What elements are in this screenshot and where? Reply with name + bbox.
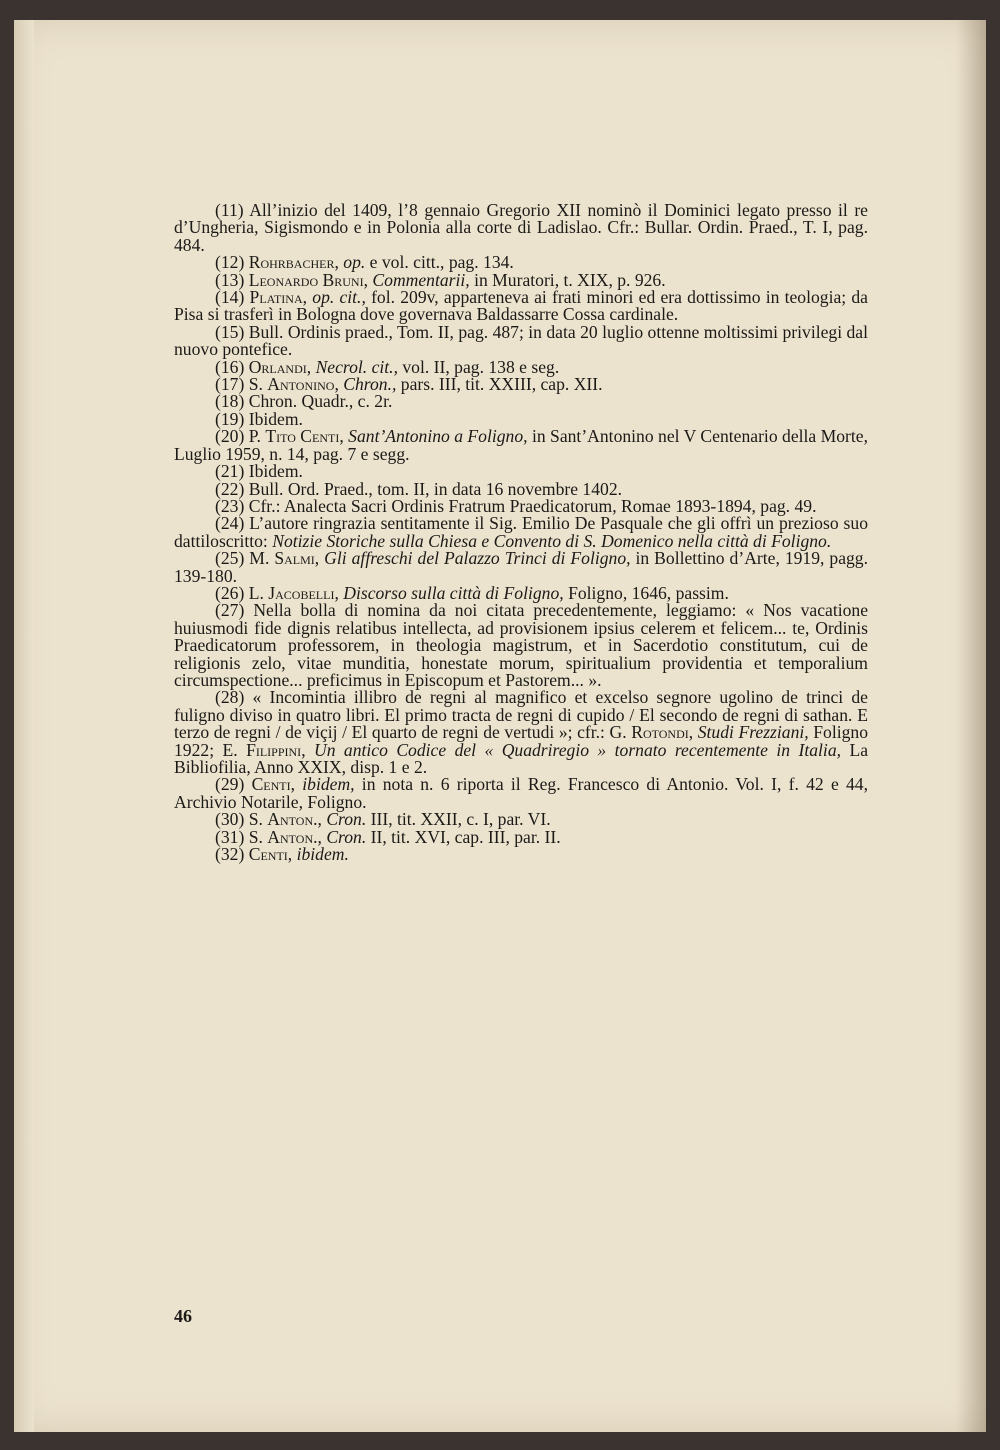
footnote-text: Centi bbox=[248, 844, 288, 865]
footnote-text: op. cit., bbox=[312, 287, 366, 308]
footnote-text: , bbox=[290, 774, 303, 795]
footnote-text: e vol. citt., pag. 134. bbox=[365, 252, 514, 273]
footnote-text: Discorso sulla città di Foligno, bbox=[343, 582, 564, 603]
footnote-text: , bbox=[334, 374, 344, 395]
footnote-text: Foligno 1922; E. bbox=[174, 722, 869, 760]
footnote-text: (14) bbox=[215, 287, 250, 308]
footnote-28 bbox=[174, 689, 868, 776]
footnote-text: pars. III, tit. XXIII, cap. XII. bbox=[396, 374, 603, 395]
footnote-text: (16) bbox=[215, 356, 249, 377]
footnote-text: Centi bbox=[251, 774, 291, 795]
footnote-text: (21) Ibidem. bbox=[215, 461, 303, 482]
footnote-text: (26) L. bbox=[215, 582, 269, 603]
footnote-text: vol. II, pag. 138 e seg. bbox=[397, 356, 560, 377]
footnote-text: (25) M. bbox=[215, 548, 275, 569]
footnote-text: Anton. bbox=[267, 826, 318, 847]
footnote-text: Sant’Antonino a Foligno, bbox=[348, 426, 528, 447]
footnote-text: II, tit. XVI, cap. III, par. II. bbox=[366, 826, 561, 847]
footnote-text: , bbox=[306, 356, 316, 377]
footnote-text: Cron. bbox=[326, 826, 367, 847]
footnote-text: op. bbox=[343, 252, 366, 273]
footnote-text: (17) S. bbox=[215, 374, 268, 395]
footnote-text: ibidem, bbox=[302, 774, 355, 795]
footnote-25 bbox=[174, 550, 868, 585]
footnote-text: La Bibliofilia, Anno XXIX, disp. 1 e 2. bbox=[174, 739, 869, 777]
footnote-20 bbox=[174, 428, 868, 463]
footnote-text: Foligno, 1646, passim. bbox=[563, 582, 729, 603]
page-number: 46 bbox=[174, 1306, 192, 1326]
footnote-24 bbox=[174, 515, 868, 550]
footnote-text: in Sant’Antonino nel V Centenario della Morte, Luglio 1959, n. 14, pag. 7 e segg. bbox=[174, 426, 869, 464]
footnote-text: (31) S. bbox=[215, 826, 268, 847]
footnote-text: Commentarii, bbox=[372, 269, 470, 290]
footnote-text: Platina bbox=[249, 287, 303, 308]
footnote-text: , bbox=[363, 269, 373, 290]
footnote-text: , bbox=[287, 844, 297, 865]
footnote-text: (27) Nella bolla di nomina da noi citata precedentemente, leggiamo: « Nos vacatione huiusmodi fide dignis relatibus intellecta, ad provisionem ipsius celerem et felicem... te, Ordinis Praedicatorum professorem, in theologia magistrum, et in Sacerdotio constitutum, cui de religionis zelo, vitae munditia, honestate morum, spiritualium providentia et temporalium circumspectione... preficimus in Episcopum et Pastorem... ». bbox=[174, 600, 868, 690]
footnote-text: Antonino bbox=[267, 374, 335, 395]
footnote-text: (15) Bull. Ordinis praed., Tom. II, pag. 487; in data 20 luglio ottenne moltissimi privilegi dal nuovo pontefice. bbox=[174, 321, 868, 360]
footnote-text: (24) L’autore ringrazia sentitamente il Sig. Emilio De Pasquale che gli offrì un prezioso suo dattiloscritto: bbox=[174, 513, 868, 551]
footnote-29 bbox=[174, 776, 868, 811]
page-edge bbox=[14, 20, 34, 1432]
footnote-text: Gli affreschi del Palazzo Trinci di Foligno, bbox=[324, 548, 631, 569]
footnote-text: III, tit. XXII, c. I, par. VI. bbox=[366, 809, 551, 830]
footnote-text: ibidem. bbox=[296, 844, 349, 865]
footnote-text: , bbox=[317, 809, 327, 830]
footnote-15 bbox=[174, 321, 868, 360]
footnote-text: in nota n. 6 riporta il Reg. Francesco di Antonio. Vol. I, f. 42 e 44, Archivio Notarile, Foligno. bbox=[174, 774, 869, 812]
footnote-text: , bbox=[302, 287, 313, 308]
footnote-text: Anton. bbox=[267, 809, 318, 830]
footnote-text: (12) bbox=[215, 252, 249, 273]
footnote-text: (23) Cfr.: Analecta Sacri Ordinis Fratrum Praedicatorum, Romae 1893-1894, pag. 49. bbox=[215, 495, 817, 516]
footnote-text: Chron., bbox=[343, 374, 397, 395]
footnote-text: Studi Frezziani, bbox=[697, 722, 809, 743]
footnote-text: Filippini bbox=[246, 739, 302, 760]
footnote-text: , bbox=[334, 582, 344, 603]
footnote-text: , bbox=[301, 739, 315, 760]
footnote-text: (32) bbox=[215, 844, 249, 865]
footnote-text: Tito Centi bbox=[265, 426, 340, 447]
footnotes-section bbox=[174, 202, 868, 863]
footnote-text: Rotondi bbox=[631, 722, 689, 743]
footnote-text: , bbox=[688, 722, 698, 743]
footnote-text: fol. 209v, apparteneva ai frati minori ed era dottissimo in teologia; da Pisa si trasferì in Bologna dove governava Baldassarre Cossa cardinale. bbox=[174, 287, 868, 325]
footnote-text: (22) Bull. Ord. Praed., tom. II, in data 16 novembre 1402. bbox=[215, 478, 623, 499]
footnote-text: in Bollettino d’Arte, 1919, pagg. 139-180. bbox=[174, 548, 869, 586]
footnote-text: Un antico Codice del « Quadriregio » tornato recentemente in Italia, bbox=[314, 739, 842, 760]
footnote-text: (19) Ibidem. bbox=[215, 408, 303, 429]
footnote-text: (13) bbox=[215, 269, 249, 290]
footnote-text: Notizie Storiche sulla Chiesa e Convento di S. Domenico nella città di Foligno. bbox=[272, 530, 832, 551]
footnote-14 bbox=[174, 289, 868, 324]
footnote-text: (20) P. bbox=[215, 426, 266, 447]
footnote-text: Leonardo Bruni bbox=[248, 269, 364, 290]
footnote-text: (29) bbox=[215, 774, 252, 795]
footnote-text: , bbox=[317, 826, 327, 847]
footnote-text: , bbox=[334, 252, 344, 273]
footnote-text: , bbox=[314, 548, 325, 569]
page-gutter-shadow bbox=[956, 20, 986, 1432]
footnote-27 bbox=[174, 602, 868, 689]
footnote-text: Orlandi bbox=[248, 356, 307, 377]
footnote-text: Necrol. cit., bbox=[315, 356, 398, 377]
footnote-text: (28) « Incomintia illibro de regni al magnifico et excelso segnore ugolino de trinci de fuligno diviso in quatro libri. El primo tracta de regni di cupido / El secondo de regni di sathan. E terzo de regni / de viçij / El quarto de regni de vertudi »; cfr.: G. bbox=[174, 687, 868, 743]
footnote-text: (30) S. bbox=[215, 809, 268, 830]
footnote-text: in Muratori, t. XIX, p. 926. bbox=[469, 269, 666, 290]
footnote-text: Salmi bbox=[274, 548, 315, 569]
footnote-text: Rohrbacher bbox=[248, 252, 335, 273]
footnote-text: (18) Chron. Quadr., c. 2r. bbox=[215, 391, 393, 412]
footnote-text: (11) All’inizio del 1409, l’8 gennaio Gregorio XII nominò il Dominici legato presso il re d’Ungheria, Sigismondo e in Polonia alla corte di Ladislao. Cfr.: Bullar. Ordin. Praed., T. I, pag. 484. bbox=[174, 200, 868, 255]
footnote-text: Cron. bbox=[326, 809, 367, 830]
footnote-32 bbox=[174, 846, 868, 863]
footnote-text: Jacobelli bbox=[268, 582, 335, 603]
footnote-11 bbox=[174, 202, 868, 254]
footnote-text: , bbox=[339, 426, 349, 447]
